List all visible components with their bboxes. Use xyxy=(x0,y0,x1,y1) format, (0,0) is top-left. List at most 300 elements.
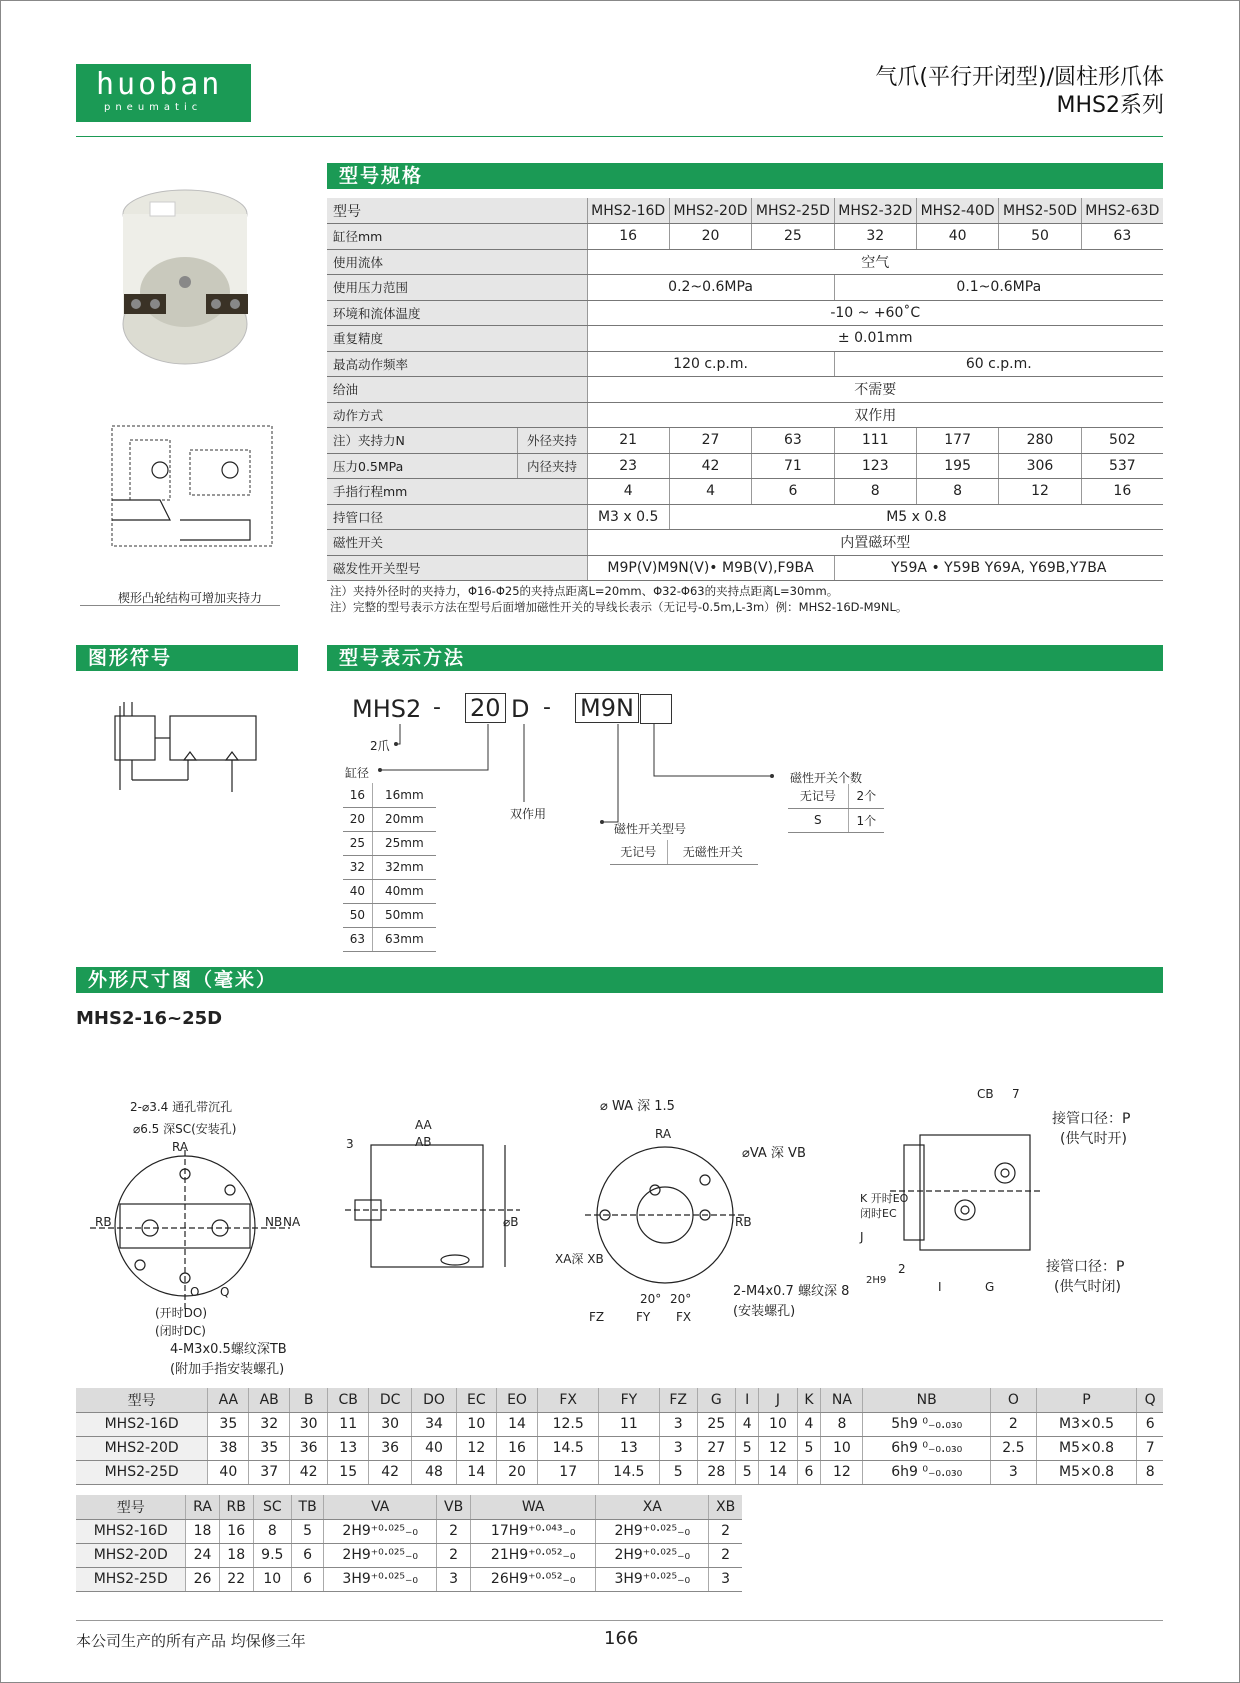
pneumatic-symbol xyxy=(110,700,260,800)
column-header: AA xyxy=(208,1388,249,1412)
column-header: VA xyxy=(324,1495,437,1519)
stroke-cell: 4 xyxy=(669,479,751,505)
dim-cell: 14.5 xyxy=(599,1460,660,1484)
force-cell: 63 xyxy=(752,428,834,454)
cell: 2个 xyxy=(848,784,884,808)
warranty-text: 本公司生产的所有产品 均保修三年 xyxy=(76,1632,306,1650)
column-header: FY xyxy=(599,1388,660,1412)
dim-cell: 12.5 xyxy=(538,1412,599,1436)
table-row xyxy=(343,879,436,903)
dim-cell: 2H9⁺⁰·⁰²⁵₋₀ xyxy=(596,1519,709,1543)
dim-cell: 24 xyxy=(186,1543,219,1567)
dim-cell: M3×0.5 xyxy=(1036,1412,1137,1436)
bore-code-table xyxy=(343,783,436,952)
dim-cell: 5h9 ⁰₋₀.₀₃₀ xyxy=(863,1412,991,1436)
model-header: 型号 xyxy=(76,1495,186,1519)
table-row xyxy=(327,479,1163,505)
table-row xyxy=(788,784,884,808)
force-cell: 502 xyxy=(1081,428,1163,454)
cell: 63mm xyxy=(372,927,436,951)
fluid-label: 使用流体 xyxy=(327,249,587,275)
label-ra2: RA xyxy=(655,1127,672,1141)
dim-cell: 16 xyxy=(496,1436,538,1460)
force-cell: 537 xyxy=(1081,453,1163,479)
dim-cell: 2 xyxy=(990,1412,1036,1436)
bore-cell: 50 xyxy=(999,224,1081,250)
bore-label: 缸径mm xyxy=(327,224,587,250)
label-p1b: (供气时开) xyxy=(1060,1131,1127,1147)
force-cell: 123 xyxy=(834,453,916,479)
dim-cell: 3 xyxy=(659,1412,697,1436)
cell: S xyxy=(788,808,848,832)
pressure-value-b: 0.1~0.6MPa xyxy=(834,275,1163,301)
dim-cell: 17 xyxy=(538,1460,599,1484)
dim-cell: 28 xyxy=(697,1460,735,1484)
column-header: DC xyxy=(369,1388,412,1412)
table-row xyxy=(343,927,436,951)
dim-cell: 2H9⁺⁰·⁰²⁵₋₀ xyxy=(324,1519,437,1543)
force-cell: 23 xyxy=(587,453,669,479)
column-header: XA xyxy=(596,1495,709,1519)
column-header: TB xyxy=(291,1495,323,1519)
repeat-label: 重复精度 xyxy=(327,326,587,352)
dim-cell: 5 xyxy=(735,1436,758,1460)
column-header: FX xyxy=(538,1388,599,1412)
column-header: I xyxy=(735,1388,758,1412)
dim-cell: 3H9⁺⁰·⁰²⁵₋₀ xyxy=(324,1567,437,1591)
table-row xyxy=(327,504,1163,530)
label-fx: FX xyxy=(676,1310,692,1324)
column-header: XB xyxy=(709,1495,742,1519)
dim-cell: 5 xyxy=(291,1519,323,1543)
switch-count-label: 磁性开关个数 xyxy=(790,771,863,785)
table-row xyxy=(327,377,1163,403)
label-o: O xyxy=(190,1285,200,1299)
port-view-drawing xyxy=(890,1125,1040,1265)
force-cell: 195 xyxy=(916,453,998,479)
label-a1: 2-⌀3.4 通孔带沉孔 xyxy=(130,1100,233,1114)
label-p1: 接管口径：P xyxy=(1052,1111,1131,1127)
switch-code-label: 磁性开关型号 xyxy=(614,822,687,836)
freq-value-a: 120 c.p.m. xyxy=(587,351,834,377)
label-nb: NB xyxy=(265,1215,283,1229)
cell: 20mm xyxy=(372,807,436,831)
dim-cell: 36 xyxy=(369,1436,412,1460)
dim-cell: 3 xyxy=(437,1567,471,1591)
model-cell: MHS2-25D xyxy=(76,1460,208,1484)
label-deg2: 20° xyxy=(670,1292,692,1306)
column-header: K xyxy=(797,1388,821,1412)
table-row xyxy=(343,903,436,927)
dim-cell: 10 xyxy=(759,1412,797,1436)
dim-cell: 6h9 ⁰₋₀.₀₃₀ xyxy=(863,1460,991,1484)
force-cell: 280 xyxy=(999,428,1081,454)
label-dc: (闭时DC) xyxy=(155,1324,206,1338)
dimension-table-2 xyxy=(76,1495,742,1592)
label-wa: ⌀ WA 深 1.5 xyxy=(600,1099,675,1114)
label-deg1: 20° xyxy=(640,1292,662,1306)
table-row xyxy=(327,402,1163,428)
dim-cell: 3H9⁺⁰·⁰²⁵₋₀ xyxy=(596,1567,709,1591)
label-eo: K 开时EO xyxy=(860,1192,909,1205)
table-row xyxy=(76,1495,742,1519)
dim-cell: 5 xyxy=(735,1460,758,1484)
dim-cell: 27 xyxy=(697,1436,735,1460)
force-cell: 306 xyxy=(999,453,1081,479)
cell: 1个 xyxy=(848,808,884,832)
model-cell: MHS2-25D xyxy=(76,1567,186,1591)
section-bar-code: 型号表示方法 xyxy=(327,645,1163,671)
dimension-table-1 xyxy=(76,1388,1163,1485)
label-va: ⌀VA 深 VB xyxy=(742,1146,806,1161)
cell: 25 xyxy=(343,831,372,855)
spec-table xyxy=(327,198,1163,581)
switch-model-b: Y59A • Y59B Y69A, Y69B,Y7BA xyxy=(834,555,1163,581)
cell: 16mm xyxy=(372,783,436,807)
force-cell: 71 xyxy=(752,453,834,479)
product-title: 气爪(平行开闭型)/圆柱形爪体 xyxy=(875,65,1164,90)
cell: 无磁性开关 xyxy=(667,840,758,864)
label-three: 3 xyxy=(346,1137,354,1151)
cell: 32 xyxy=(343,855,372,879)
cell: 20 xyxy=(343,807,372,831)
dim-cell: 2 xyxy=(437,1519,471,1543)
model-cell: MHS2-16D xyxy=(76,1519,186,1543)
table-row xyxy=(76,1567,742,1591)
dim-cell: 18 xyxy=(219,1543,253,1567)
logo-tagline: pneumatic xyxy=(104,102,203,113)
freq-value-b: 60 c.p.m. xyxy=(834,351,1163,377)
column-header: J xyxy=(759,1388,797,1412)
model-cell: MHS2-16D xyxy=(76,1412,208,1436)
dim-cell: 3 xyxy=(709,1567,742,1591)
dim-cell: 40 xyxy=(412,1436,457,1460)
dim-cell: 2 xyxy=(709,1519,742,1543)
dim-cell: 34 xyxy=(412,1412,457,1436)
table-row xyxy=(343,831,436,855)
label-na: NA xyxy=(283,1215,301,1229)
dim-cell: 15 xyxy=(328,1460,369,1484)
section-bar-spec: 型号规格 xyxy=(327,163,1163,189)
dim-cell: 8 xyxy=(1137,1460,1163,1484)
table-row xyxy=(343,807,436,831)
cell: 无记号 xyxy=(788,784,848,808)
switch-code-table xyxy=(610,840,758,865)
dim-cell: 48 xyxy=(412,1460,457,1484)
label-m3b: (附加手指安装螺孔) xyxy=(170,1362,285,1377)
table-row xyxy=(327,275,1163,301)
dim-cell: 8 xyxy=(821,1412,863,1436)
model-cell: MHS2-50D xyxy=(999,198,1081,224)
product-photo xyxy=(110,182,260,367)
dim-cell: 16 xyxy=(219,1519,253,1543)
dim-cell: 6 xyxy=(291,1543,323,1567)
cell: 40 xyxy=(343,879,372,903)
temp-label: 环境和流体温度 xyxy=(327,300,587,326)
logo-wordmark: huoban xyxy=(96,67,223,102)
model-header: 型号 xyxy=(76,1388,208,1412)
page-number: 166 xyxy=(604,1628,639,1649)
dim-cell: 10 xyxy=(457,1412,497,1436)
code-bore: 20 xyxy=(465,693,506,723)
column-header: SC xyxy=(253,1495,291,1519)
label-i: I xyxy=(938,1280,942,1294)
dim-cell: 2H9⁺⁰·⁰²⁵₋₀ xyxy=(596,1543,709,1567)
table-row xyxy=(76,1436,1163,1460)
dim-cell: 3 xyxy=(990,1460,1036,1484)
code-dash: - xyxy=(433,695,441,720)
dim-cell: 6h9 ⁰₋₀.₀₃₀ xyxy=(863,1436,991,1460)
label-fy: FY xyxy=(636,1310,651,1324)
label-ra: RA xyxy=(172,1140,189,1154)
table-row xyxy=(76,1460,1163,1484)
dim-cell: 6 xyxy=(291,1567,323,1591)
label-seven: 7 xyxy=(1012,1087,1020,1101)
dim-cell: 12 xyxy=(457,1436,497,1460)
dim-cell: 5 xyxy=(797,1436,821,1460)
cell: 50 xyxy=(343,903,372,927)
table-row xyxy=(788,808,884,832)
code-prefix: MHS2 xyxy=(352,695,422,723)
label-ec: 闭时EC xyxy=(860,1207,897,1220)
dim-cell: 9.5 xyxy=(253,1543,291,1567)
dim-cell: 4 xyxy=(797,1412,821,1436)
dim-cell: 30 xyxy=(369,1412,412,1436)
switch-model-label: 磁发性开关型号 xyxy=(327,555,587,581)
claw-label: 2爪 xyxy=(370,739,390,753)
stroke-cell: 6 xyxy=(752,479,834,505)
stroke-cell: 8 xyxy=(916,479,998,505)
bore-code-label: 缸径 xyxy=(345,766,370,780)
label-a2: ⌀6.5 深SC(安装孔) xyxy=(133,1122,237,1136)
dim-cell: 20 xyxy=(496,1460,538,1484)
cross-section-drawing xyxy=(100,420,290,560)
dim-cell: 14 xyxy=(759,1460,797,1484)
model-cell: MHS2-20D xyxy=(669,198,751,224)
label-j: J xyxy=(860,1230,864,1244)
dim-cell: 13 xyxy=(599,1436,660,1460)
dims-subtitle: MHS2-16~25D xyxy=(76,1008,223,1029)
column-header: O xyxy=(990,1388,1036,1412)
caption-rule xyxy=(80,605,280,606)
table-row xyxy=(327,453,1163,479)
dim-cell: 3 xyxy=(659,1436,697,1460)
label-aa: AA xyxy=(415,1118,432,1132)
dim-cell: 13 xyxy=(328,1436,369,1460)
column-header: DO xyxy=(412,1388,457,1412)
table-row xyxy=(76,1543,742,1567)
side-view-drawing xyxy=(345,1135,520,1285)
dim-cell: 42 xyxy=(369,1460,412,1484)
column-header: G xyxy=(697,1388,735,1412)
label-p2b: (供气时闭) xyxy=(1054,1279,1121,1295)
dim-cell: 14 xyxy=(457,1460,497,1484)
dim-cell: 40 xyxy=(208,1460,249,1484)
dim-cell: 14 xyxy=(496,1412,538,1436)
code-switch: M9N xyxy=(575,693,639,723)
note-line: 注）夹持外径时的夹持力，Φ16-Φ25的夹持点距离L=20mm、Φ32-Φ63的夹持点距离L=30mm。 xyxy=(330,584,839,598)
dim-cell: 25 xyxy=(697,1412,735,1436)
table-row xyxy=(327,224,1163,250)
switch-count-table xyxy=(788,784,884,833)
action-value: 双作用 xyxy=(587,402,1163,428)
spec-notes xyxy=(330,583,907,615)
label-p2: 接管口径：P xyxy=(1046,1259,1125,1275)
dim-cell: 10 xyxy=(821,1436,863,1460)
switch-value: 内置磁环型 xyxy=(587,530,1163,556)
dim-cell: 8 xyxy=(253,1519,291,1543)
bore-cell: 16 xyxy=(587,224,669,250)
cell: 无记号 xyxy=(610,840,667,864)
pressure-label: 使用压力范围 xyxy=(327,275,587,301)
bottom-view-drawing xyxy=(585,1140,745,1290)
dim-cell: M5×0.8 xyxy=(1036,1436,1137,1460)
dim-cell: 6 xyxy=(797,1460,821,1484)
cell: 63 xyxy=(343,927,372,951)
dim-cell: 35 xyxy=(249,1436,290,1460)
table-row xyxy=(76,1412,1163,1436)
note-line: 注）完整的型号表示方法在型号后面增加磁性开关的导线长表示（无记号-0.5m,L-3m）例：MHS2-16D-M9NL。 xyxy=(330,600,908,614)
column-header: RA xyxy=(186,1495,219,1519)
switch-label: 磁性开关 xyxy=(327,530,587,556)
stroke-cell: 16 xyxy=(1081,479,1163,505)
model-cell: MHS2-25D xyxy=(752,198,834,224)
column-header: FZ xyxy=(659,1388,697,1412)
dim-cell: 6 xyxy=(1137,1412,1163,1436)
label-xa: XA深 XB xyxy=(555,1252,604,1266)
port-label: 持管口径 xyxy=(327,504,587,530)
repeat-value: ± 0.01mm xyxy=(587,326,1163,352)
dim-cell: 17H9⁺⁰·⁰⁴³₋₀ xyxy=(471,1519,596,1543)
column-header: EC xyxy=(457,1388,497,1412)
cell: 16 xyxy=(343,783,372,807)
model-cell: MHS2-63D xyxy=(1081,198,1163,224)
dim-cell: 38 xyxy=(208,1436,249,1460)
dim-cell: 5 xyxy=(659,1460,697,1484)
table-row xyxy=(327,555,1163,581)
port-value-a: M3 x 0.5 xyxy=(587,504,669,530)
label-g: G xyxy=(985,1280,995,1294)
label-rb2: RB xyxy=(735,1215,752,1229)
code-d: D xyxy=(511,695,530,723)
port-value-b: M5 x 0.8 xyxy=(669,504,1163,530)
table-row xyxy=(327,428,1163,454)
column-header: NB xyxy=(863,1388,991,1412)
dim-cell: 11 xyxy=(328,1412,369,1436)
dim-cell: 2 xyxy=(709,1543,742,1567)
column-header: AB xyxy=(249,1388,290,1412)
table-row xyxy=(327,300,1163,326)
label-q: Q xyxy=(220,1285,230,1299)
dim-cell: 2H9⁺⁰·⁰²⁵₋₀ xyxy=(324,1543,437,1567)
dim-cell: 4 xyxy=(735,1412,758,1436)
label-cb: CB xyxy=(977,1087,994,1101)
dim-cell: 2.5 xyxy=(990,1436,1036,1460)
header-divider xyxy=(76,136,1163,137)
stroke-cell: 8 xyxy=(834,479,916,505)
model-cell: MHS2-40D xyxy=(916,198,998,224)
table-row xyxy=(327,249,1163,275)
dim-cell: 10 xyxy=(253,1567,291,1591)
pressure-value-a: 0.2~0.6MPa xyxy=(587,275,834,301)
dim-cell: 2 xyxy=(437,1543,471,1567)
table-row xyxy=(343,855,436,879)
model-cell: MHS2-16D xyxy=(587,198,669,224)
lube-value: 不需要 xyxy=(587,377,1163,403)
stroke-cell: 4 xyxy=(587,479,669,505)
column-header: VB xyxy=(437,1495,471,1519)
inner-label: 内径夹持 xyxy=(517,453,587,479)
column-header: EO xyxy=(496,1388,538,1412)
model-cell: MHS2-20D xyxy=(76,1436,208,1460)
dim-cell: 26 xyxy=(186,1567,219,1591)
stroke-label: 手指行程mm xyxy=(327,479,587,505)
dim-cell: M5×0.8 xyxy=(1036,1460,1137,1484)
dim-cell: 21H9⁺⁰·⁰⁵²₋₀ xyxy=(471,1543,596,1567)
fluid-value: 空气 xyxy=(587,249,1163,275)
force-cell: 177 xyxy=(916,428,998,454)
label-two: 2 xyxy=(898,1262,906,1276)
table-row xyxy=(327,198,1163,224)
force-cell: 42 xyxy=(669,453,751,479)
label-m3: 4-M3x0.5螺纹深TB xyxy=(170,1342,287,1357)
series-title: MHS2系列 xyxy=(1056,93,1164,118)
force-cell: 111 xyxy=(834,428,916,454)
model-cell: MHS2-20D xyxy=(76,1543,186,1567)
switch-model-a: M9P(V)M9N(V)• M9B(V),F9BA xyxy=(587,555,834,581)
table-row xyxy=(343,783,436,807)
dim-cell: 18 xyxy=(186,1519,219,1543)
table-row xyxy=(327,326,1163,352)
bore-cell: 32 xyxy=(834,224,916,250)
dim-cell: 14.5 xyxy=(538,1436,599,1460)
dim-cell: 11 xyxy=(599,1412,660,1436)
section-bar-symbol: 图形符号 xyxy=(76,645,298,671)
table-row xyxy=(76,1519,742,1543)
dim-cell: 37 xyxy=(249,1460,290,1484)
force-label: 注）夹持力N xyxy=(327,428,517,454)
label-m4: 2-M4x0.7 螺纹深 8 xyxy=(733,1284,850,1299)
footer-divider xyxy=(76,1620,1163,1621)
temp-value: -10 ~ +60˚C xyxy=(587,300,1163,326)
column-header: RB xyxy=(219,1495,253,1519)
dim-cell: 42 xyxy=(289,1460,327,1484)
cell: 25mm xyxy=(372,831,436,855)
label-do: (开时DO) xyxy=(155,1306,208,1320)
table-row xyxy=(610,840,758,864)
action-label: 动作方式 xyxy=(327,402,587,428)
lube-label: 给油 xyxy=(327,377,587,403)
cell: 32mm xyxy=(372,855,436,879)
bore-cell: 25 xyxy=(752,224,834,250)
dim-cell: 36 xyxy=(289,1436,327,1460)
model-cell: MHS2-32D xyxy=(834,198,916,224)
brand-logo xyxy=(76,64,251,122)
stroke-cell: 12 xyxy=(999,479,1081,505)
dim-cell: 12 xyxy=(821,1460,863,1484)
freq-label: 最高动作频率 xyxy=(327,351,587,377)
label-fz: FZ xyxy=(589,1310,605,1324)
photo-caption: 楔形凸轮结构可增加夹持力 xyxy=(118,591,263,605)
column-header: WA xyxy=(471,1495,596,1519)
cell: 40mm xyxy=(372,879,436,903)
dim-cell: 30 xyxy=(289,1412,327,1436)
outer-label: 外径夹持 xyxy=(517,428,587,454)
dim-cell: 26H9⁺⁰·⁰⁵²₋₀ xyxy=(471,1567,596,1591)
code-dash2: - xyxy=(543,695,551,720)
force-pressure-label: 压力0.5MPa xyxy=(327,453,517,479)
column-header: CB xyxy=(328,1388,369,1412)
